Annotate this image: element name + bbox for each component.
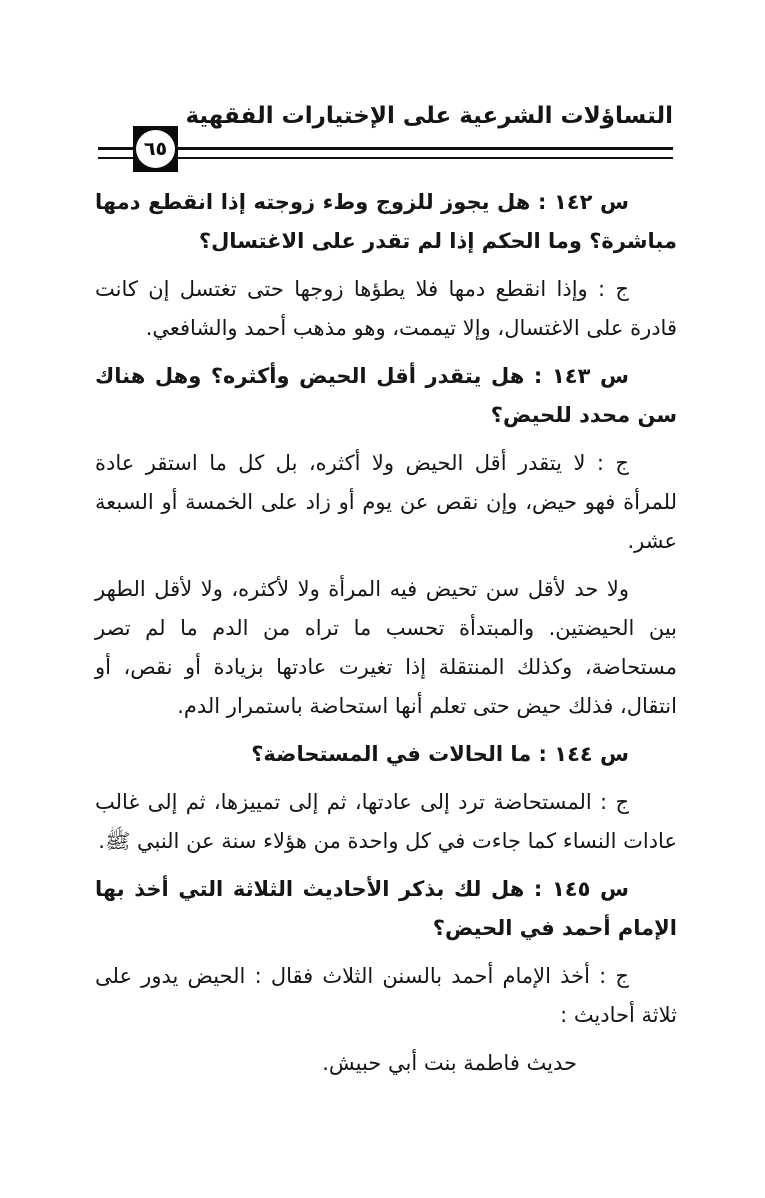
paragraph-answer: ج : المستحاضة ترد إلى عادتها، ثم إلى تمييزها، ثم إلى غالب عادات النساء كما جاءت في كل واحدة من هؤلاء سنة عن النبي ﷺ.	[95, 790, 677, 853]
paragraph-answer: ج : أخذ الإمام أحمد بالسنن الثلاث فقال : الحيض يدور على ثلاثة أحاديث :	[95, 964, 677, 1027]
paragraph-question: س ١٤٣ : هل يتقدر أقل الحيض وأكثره؟ وهل هناك سن محدد للحيض؟	[95, 364, 677, 427]
page-number-badge	[133, 126, 178, 172]
paragraph-answer: ج : وإذا انقطع دمها فلا يطؤها زوجها حتى تغتسل إن كانت قادرة على الاغتسال، وإلا تيممت، وهو مذهب أحمد والشافعي.	[95, 277, 677, 340]
paragraph-hadith: حديث فاطمة بنت أبي حبيش.	[322, 1051, 577, 1075]
header-divider-rule	[98, 147, 673, 159]
paragraph-answer: ج : لا يتقدر أقل الحيض ولا أكثره، بل كل ما استقر عادة للمرأة فهو حيض، وإن نقص عن يوم أو زاد على الخمسة أو السبعة عشر.	[95, 451, 677, 553]
paragraph-answer: ولا حد لأقل سن تحيض فيه المرأة ولا لأكثره، ولا لأقل الطهر بين الحيضتين. والمبتدأة تحسب ما تراه من الدم ما لم تصر مستحاضة، وكذلك المنتقلة إذا تغيرت عادتها بزيادة أو نقص، أو انتقال، فذلك حيض حتى تعلم أنها استحاضة باستمرار الدم.	[95, 577, 677, 718]
page-number: ٦٥	[136, 130, 175, 168]
page-title: التساؤلات الشرعية على الإختيارات الفقهية	[185, 103, 673, 129]
paragraph-question: س ١٤٤ : ما الحالات في المستحاضة؟	[251, 742, 629, 766]
content	[95, 183, 677, 1092]
paragraph-question: س ١٤٥ : هل لك بذكر الأحاديث الثلاثة التي أخذ بها الإمام أحمد في الحيض؟	[95, 877, 677, 940]
paragraph-question: س ١٤٢ : هل يجوز للزوج وطء زوجته إذا انقطع دمها مباشرة؟ وما الحكم إذا لم تقدر على الاغتسال؟	[95, 190, 677, 253]
